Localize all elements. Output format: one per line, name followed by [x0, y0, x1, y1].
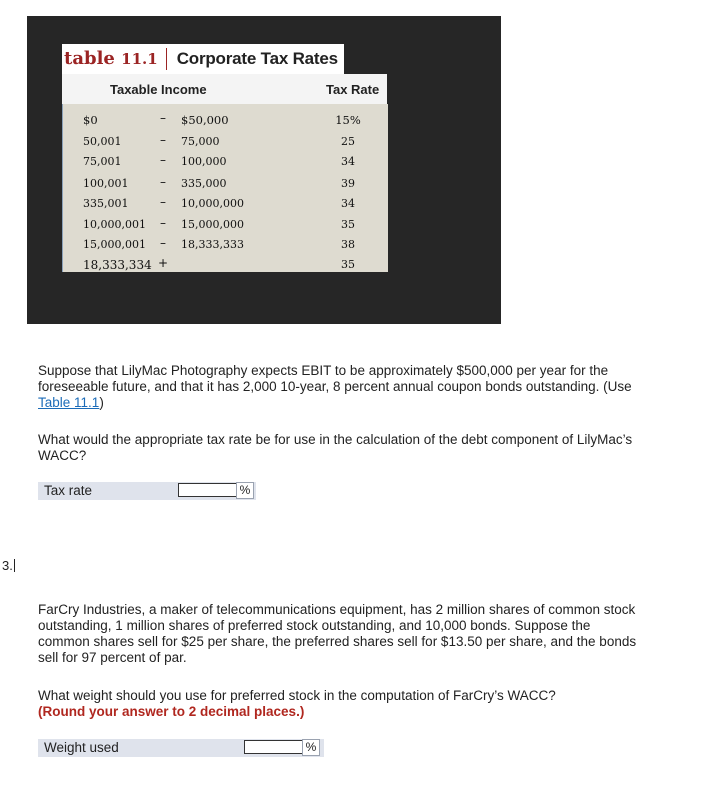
text-cursor: [14, 559, 15, 572]
bracket-low: $0: [83, 113, 98, 127]
bracket-separator: –: [160, 216, 166, 230]
bracket-low: 15,000,001: [83, 238, 146, 251]
table-title: [62, 44, 344, 74]
bracket-low: 10,000,001: [83, 218, 146, 231]
bracket-rate: 35: [341, 218, 355, 231]
table-body: [62, 104, 388, 272]
table-header: [62, 74, 387, 104]
percent-unit: %: [236, 482, 254, 499]
tax-rate-label: Tax rate: [44, 483, 93, 498]
bracket-low: 75,001: [83, 155, 122, 168]
bracket-rate: 34: [341, 197, 355, 210]
bracket-low: 50,001: [83, 135, 122, 148]
table-row: [63, 110, 388, 130]
question-1-body-end: ): [99, 395, 104, 410]
table-11-1-link[interactable]: Table 11.1: [38, 395, 100, 410]
bracket-high: 10,000,000: [181, 197, 244, 210]
question-1-text: [38, 363, 638, 411]
table-name: Corporate Tax Rates: [176, 49, 338, 68]
weight-used-label: Weight used: [44, 740, 119, 755]
bracket-low: 335,001: [83, 197, 129, 210]
question-2-prompt-text: What weight should you use for preferred stock in the computation of FarCry’s WACC?: [38, 688, 556, 703]
question-1-prompt: What would the appropriate tax rate be for use in the calculation of the debt component of LilyMac’s WACC?: [38, 432, 633, 463]
weight-used-input[interactable]: [244, 740, 303, 754]
question-2-prompt: [38, 688, 638, 720]
question-1-body: Suppose that LilyMac Photography expects EBIT to be approximately $500,000 per year for the foreseeable future, and that it has 2,000 10-year, 8 percent annual coupon bonds outstanding. (Use: [38, 363, 632, 394]
table-row: [63, 255, 388, 275]
bracket-high: $50,000: [181, 113, 229, 127]
tax-rate-input[interactable]: [178, 483, 237, 497]
bracket-high: 335,000: [181, 177, 227, 190]
bracket-rate: 38: [341, 238, 355, 251]
bracket-high: 15,000,000: [181, 218, 244, 231]
bracket-high: 18,333,333: [181, 238, 244, 251]
table-row: [63, 215, 388, 235]
bracket-separator: +: [157, 256, 169, 270]
table-row: [63, 132, 388, 152]
table-row: [63, 152, 388, 172]
bracket-high: 75,000: [181, 135, 220, 148]
question-2-text: FarCry Industries, a maker of telecommunications equipment, has 2 million shares of common stock outstanding, 1 million shares of preferred stock outstanding, and 10,000 bonds. Suppose the common shares sell for $25 per share, the preferred shares sell for $13.50 per share, and the bonds sell for 97 percent of par.: [38, 602, 637, 665]
bracket-separator: –: [160, 236, 166, 250]
bracket-rate: 25: [341, 135, 355, 148]
bracket-separator: –: [160, 195, 166, 209]
bracket-low: 18,333,334: [83, 258, 152, 272]
bracket-rate: 35: [341, 258, 355, 271]
percent-unit: %: [302, 739, 320, 756]
bracket-separator: –: [160, 111, 166, 125]
column-header-taxable-income: Taxable Income: [110, 82, 207, 97]
table-row: [63, 194, 388, 214]
table-row: [63, 235, 388, 255]
rounding-instruction: (Round your answer to 2 decimal places.): [38, 704, 305, 719]
bracket-separator: –: [160, 153, 166, 167]
bracket-rate: 34: [341, 155, 355, 168]
weight-answer-row: [38, 739, 324, 757]
bracket-high: 100,000: [181, 155, 227, 168]
bracket-separator: –: [160, 133, 166, 147]
question-number: 3.: [2, 558, 13, 573]
tax-rate-answer-row: [38, 482, 256, 500]
table-row: [63, 174, 388, 194]
bracket-separator: –: [160, 175, 166, 189]
bracket-rate: 39: [341, 177, 355, 190]
bracket-rate: 15%: [335, 113, 361, 127]
column-header-tax-rate: Tax Rate: [326, 82, 380, 97]
bracket-low: 100,001: [83, 177, 129, 190]
table-label: table 11.1: [62, 48, 167, 70]
